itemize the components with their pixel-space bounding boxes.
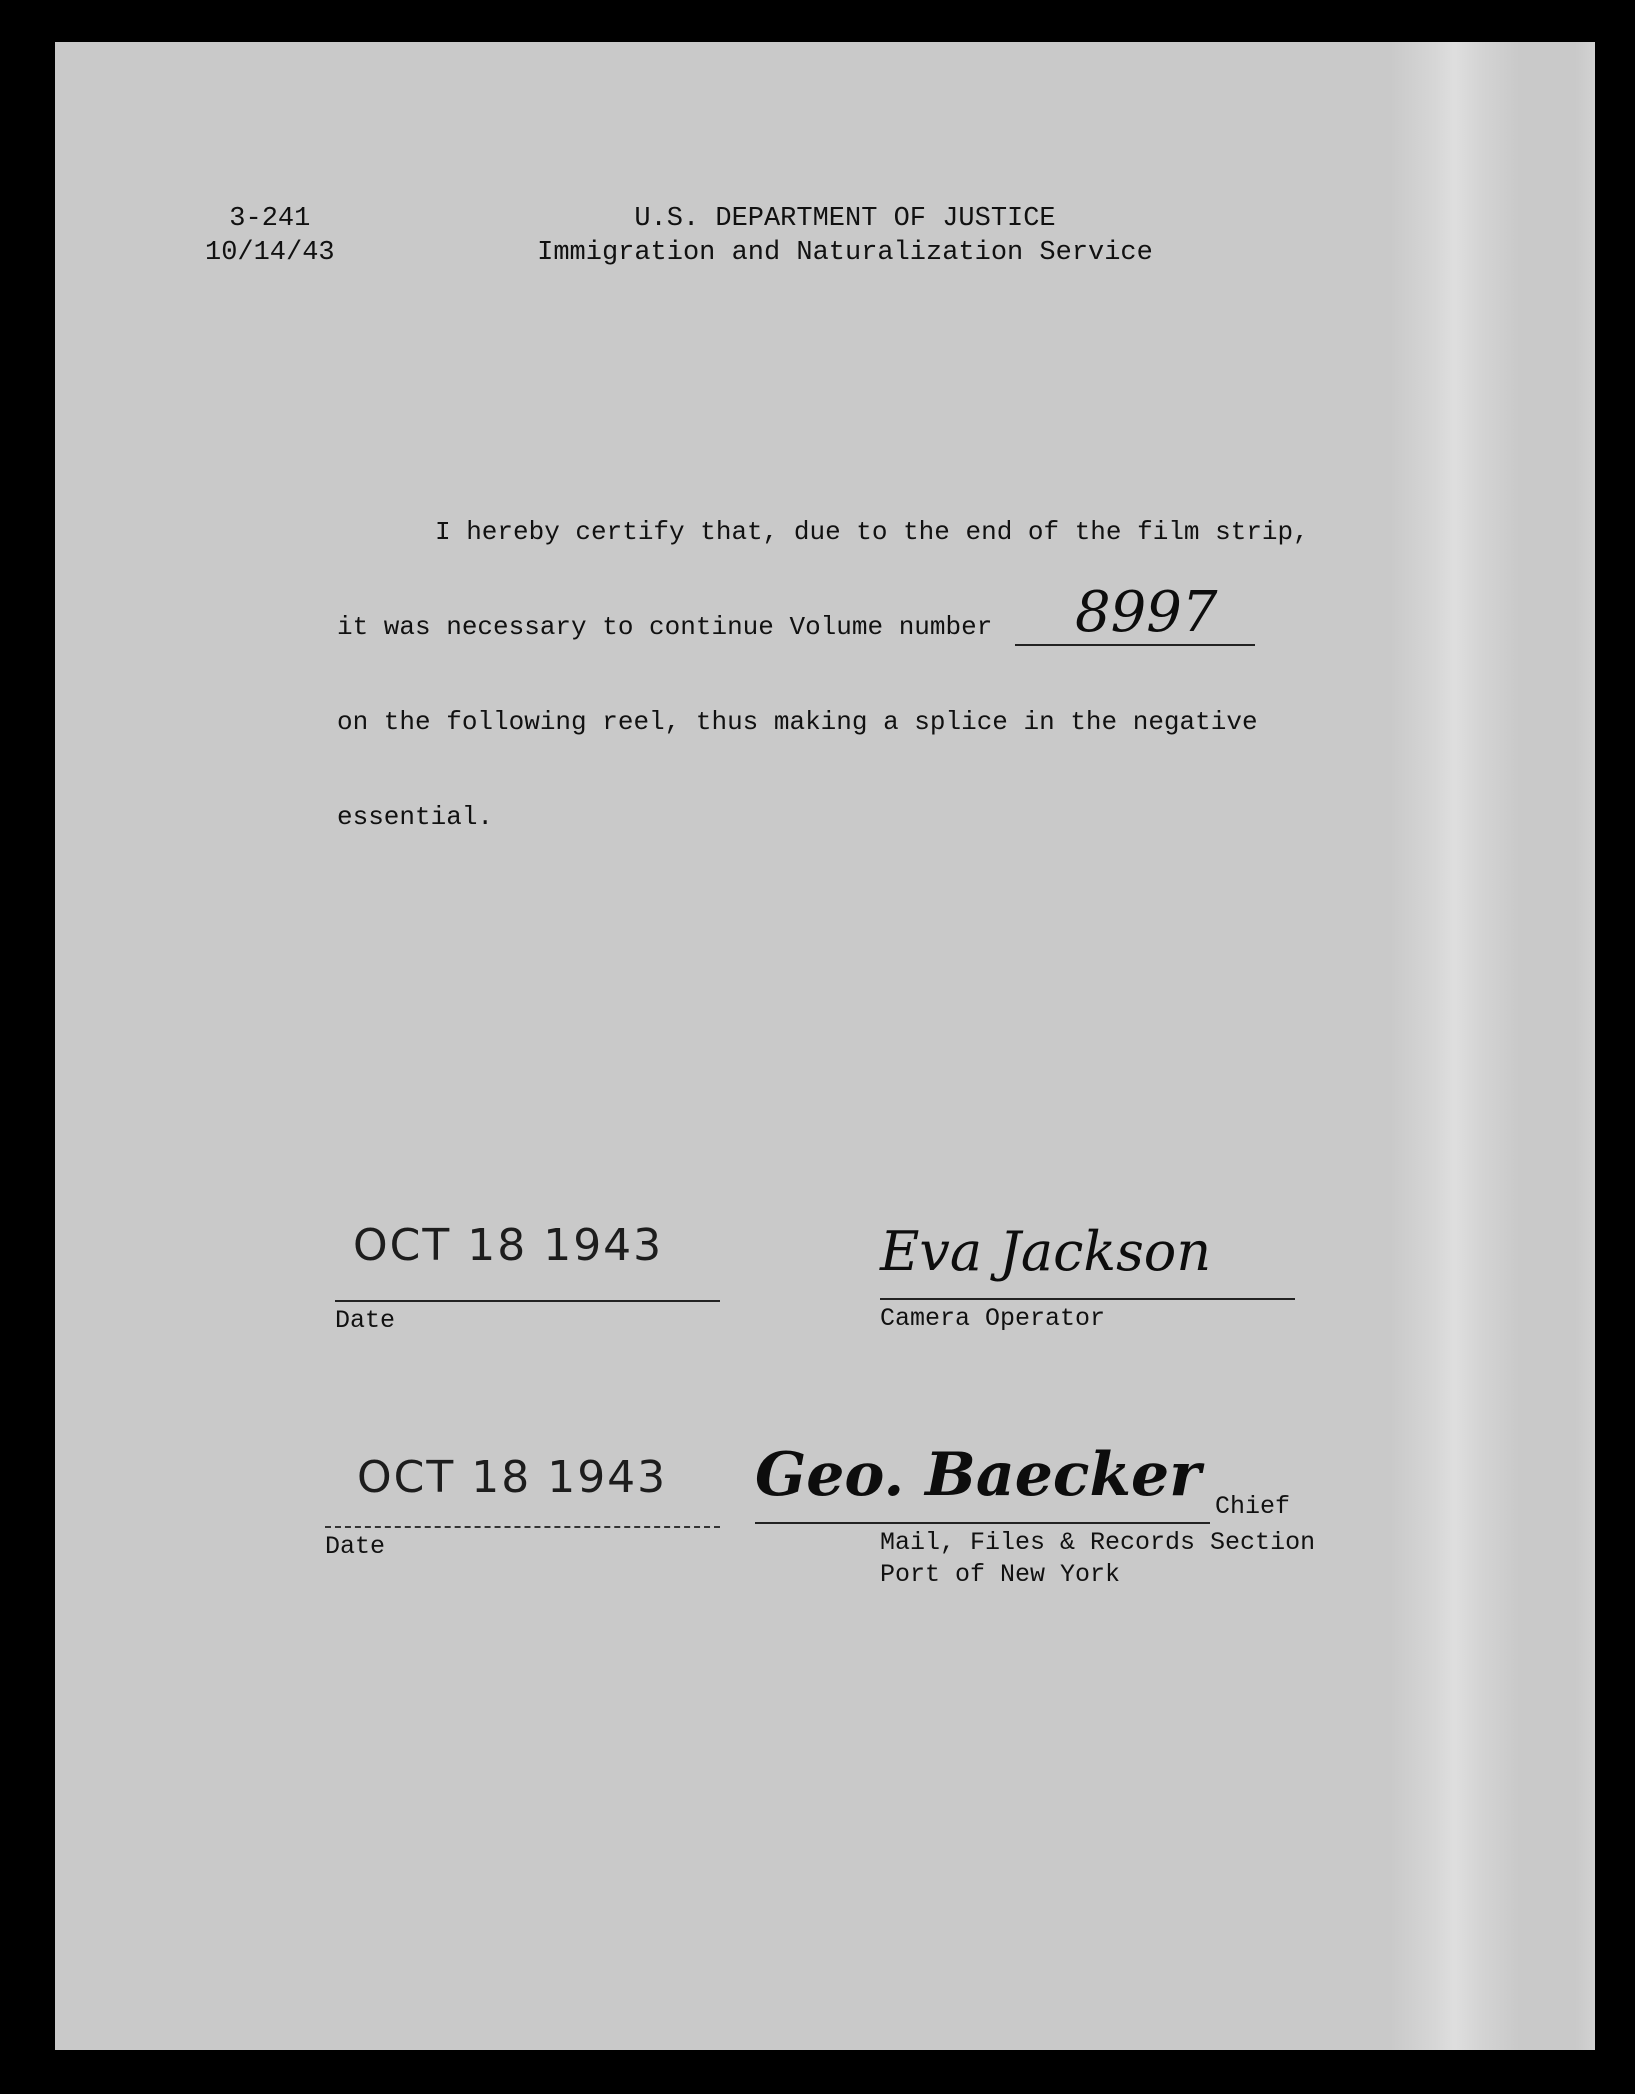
service-name: Immigration and Naturalization Service — [537, 238, 1153, 268]
port-label: Port of New York — [880, 1560, 1121, 1589]
body-line-2: it was necessary to continue Volume number — [337, 612, 993, 642]
chief-label: Chief — [1215, 1492, 1291, 1521]
body-line-1: I hereby certify that, due to the end of the film strip, — [435, 517, 1309, 547]
section-label: Mail, Files & Records Section — [880, 1528, 1316, 1557]
body-line-4: essential. — [337, 802, 494, 832]
date-stamp-1: OCT 18 1943 — [353, 1220, 664, 1271]
signature-line-1 — [880, 1298, 1295, 1300]
form-code-block — [205, 202, 335, 270]
date-label-2: Date — [325, 1532, 386, 1561]
date-line-2 — [325, 1526, 720, 1528]
signature-camera-operator: Eva Jackson — [880, 1220, 1212, 1283]
paper-crease — [1390, 42, 1520, 2050]
date-line-1 — [335, 1300, 720, 1302]
date-label-1: Date — [335, 1306, 396, 1335]
agency-name: U.S. DEPARTMENT OF JUSTICE — [634, 204, 1056, 234]
document-header — [495, 202, 1195, 270]
date-stamp-2: OCT 18 1943 — [357, 1452, 668, 1503]
paper-crease — [1575, 42, 1595, 2050]
signature-line-2 — [755, 1522, 1210, 1524]
signature-chief: Geo. Baecker — [755, 1440, 1201, 1510]
volume-number: 8997 — [1075, 580, 1218, 645]
form-date: 10/14/43 — [205, 238, 335, 268]
camera-operator-label: Camera Operator — [880, 1304, 1106, 1333]
document-page — [55, 42, 1595, 2050]
body-line-3: on the following reel, thus making a splice in the negative — [337, 707, 1258, 737]
form-code: 3-241 — [229, 204, 311, 234]
